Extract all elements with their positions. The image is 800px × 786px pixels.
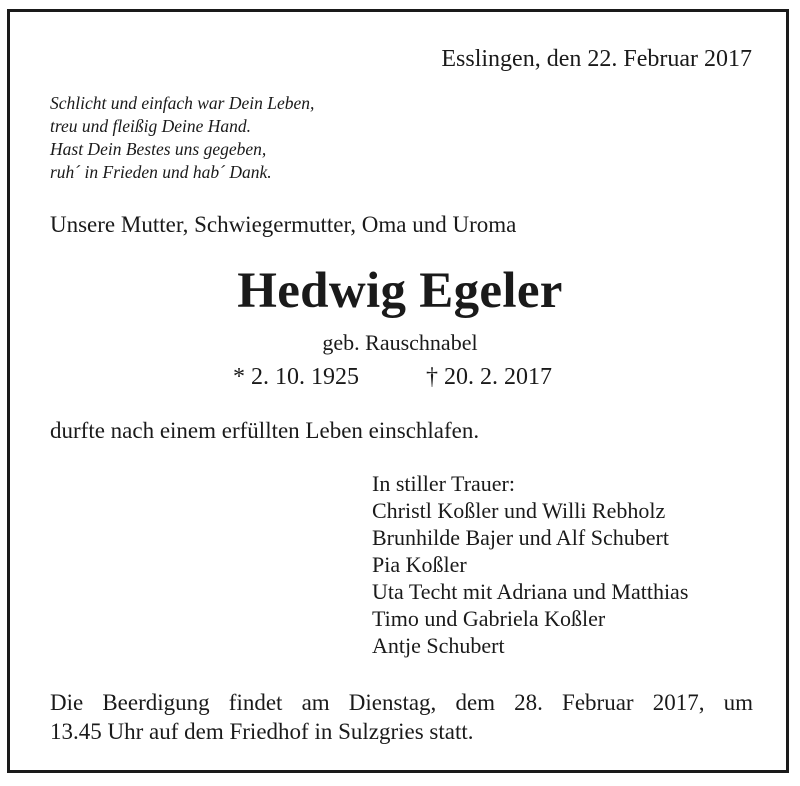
passed-away-line: durfte nach einem erfüllten Leben einschlafen. [50,418,480,443]
poem-line: ruh´ in Frieden und hab´ Dank. [50,162,272,182]
mourner-name: Pia Koßler [372,552,467,577]
funeral-line: Die Beerdigung findet am Dienstag, dem 28. Februar 2017, um [50,690,753,715]
poem-line: Schlicht und einfach war Dein Leben, [50,93,315,113]
mourner-name: Antje Schubert [372,633,505,658]
maiden-name: geb. Rauschnabel [322,330,478,355]
place-date: Esslingen, den 22. Februar 2017 [441,46,752,72]
relation-intro: Unsere Mutter, Schwiegermutter, Oma und Uroma [50,212,517,237]
poem [50,92,314,184]
deceased-name: Hedwig Egeler [237,263,563,319]
mourner-name: Christl Koßler und Willi Rebholz [372,498,666,523]
mourner-name: Timo und Gabriela Koßler [372,606,606,631]
birth-date: * 2. 10. 1925 [233,364,359,390]
funeral-line: 13.45 Uhr auf dem Friedhof in Sulzgries statt. [50,719,474,744]
mourner-name: Uta Techt mit Adriana und Matthias [372,579,689,604]
mourning-heading: In stiller Trauer: [372,471,515,496]
death-date: † 20. 2. 2017 [426,364,552,390]
mourners-block [372,470,688,659]
poem-line: treu und fleißig Deine Hand. [50,116,252,136]
poem-line: Hast Dein Bestes uns gegeben, [50,139,267,159]
mourner-name: Brunhilde Bajer und Alf Schubert [372,525,669,550]
funeral-info [50,688,753,746]
